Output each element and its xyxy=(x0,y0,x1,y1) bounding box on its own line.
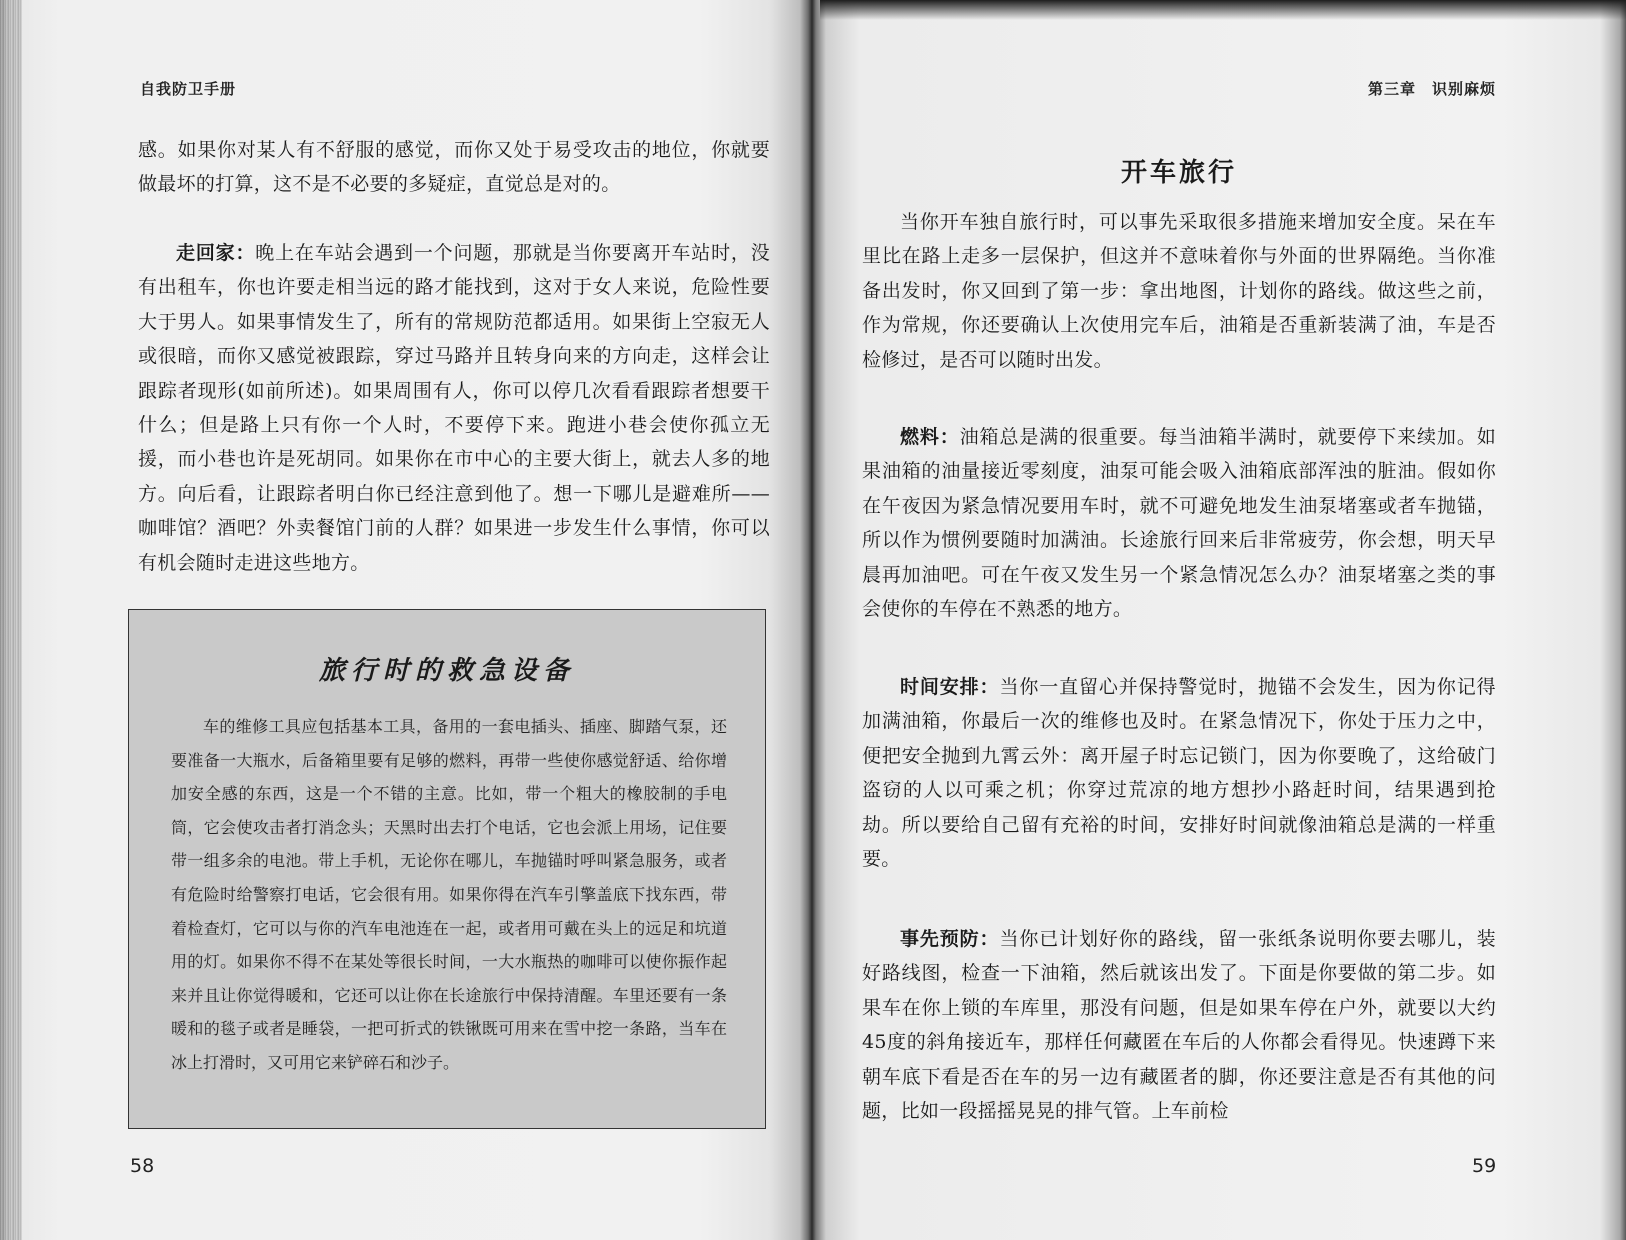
right-time-para xyxy=(862,670,1496,876)
left-paragraph-2 xyxy=(138,236,770,580)
running-head-left: 自我防卫手册 xyxy=(140,80,237,98)
right-intro xyxy=(862,205,1496,377)
page-number-right: 59 xyxy=(1472,1155,1497,1177)
running-head-right: 第三章 识别麻烦 xyxy=(1367,80,1496,98)
left-paragraph-1 xyxy=(138,133,770,202)
section-lead-fuel: 燃料： xyxy=(900,426,960,448)
left-para2-text: 晚上在车站会遇到一个问题，那就是当你要离开车站时，没有出租车，你也许要走相当远的路才能找到，这对于女人来说，危险性要大于男人。如果事情发生了，所有的常规防范都适用。如果街上空寂无人或很暗，而你又感觉被跟踪，穿过马路并且转身向来的方向走，这样会让跟踪者现形(如前所述)。如果周围有人，你可以停几次看看跟踪者想要干什么；但是路上只有你一个人时，不要停下来。跑进小巷会使你孤立无援，而小巷也许是死胡同。如果你在市中心的主要大街上，就去人多的地方。向后看，让跟踪者明白你已经注意到他了。想一下哪儿是避难所——咖啡馆？酒吧？外卖餐馆门前的人群？如果进一步发生什么事情，你可以有机会随时走进这些地方。 xyxy=(138,242,771,574)
right-time-text: 当你一直留心并保持警觉时，抛锚不会发生，因为你记得加满油箱，你最后一次的维修也及时。在紧急情况下，你处于压力之中，便把安全抛到九霄云外：离开屋子时忘记锁门，因为你要晚了，这给破门盗窃的人以可乘之机；你穿过荒凉的地方想抄小路赶时间，结果遇到抢劫。所以要给自己留有充裕的时间，安排好时间就像油箱总是满的一样重要。 xyxy=(862,676,1496,871)
sidebar-box xyxy=(128,609,766,1129)
right-prevention-section xyxy=(862,922,1496,1128)
section-lead-walking-home: 走回家： xyxy=(176,242,256,264)
sidebar-body: 车的维修工具应包括基本工具，备用的一套电插头、插座、脚踏气泵，还要准备一大瓶水，后备箱里要有足够的燃料，再带一些使你感觉舒适、给你增加安全感的东西，这是一个不错的主意。比如，带一个粗大的橡胶制的手电筒，它会使攻击者打消念头；天黑时出去打个电话，它也会派上用场，记住要带一组多余的电池。带上手机，无论你在哪儿，车抛锚时呼叫紧急服务，或者有危险时给警察打电话，它会很有用。如果你得在汽车引擎盖底下找东西，带着检查灯，它可以与你的汽车电池连在一起，或者用可戴在头上的远足和坑道用的灯。如果你不得不在某处等很长时间，一大水瓶热的咖啡可以使你振作起来并且让你觉得暖和，它还可以让你在长途旅行中保持清醒。车里还要有一条暖和的毯子或者是睡袋，一把可折式的铁锹既可用来在雪中挖一条路，当车在冰上打滑时，又可用它来铲碎石和沙子。 xyxy=(171,717,727,1072)
section-lead-time: 时间安排： xyxy=(900,676,1000,698)
right-time-section xyxy=(862,670,1496,876)
right-prevention-para xyxy=(862,922,1496,1128)
left-para2 xyxy=(138,236,770,580)
left-para1-text: 感。如果你对某人有不舒服的感觉，而你又处于易受攻击的地位，你就要做最坏的打算，这不是不必要的多疑症，直觉总是对的。 xyxy=(138,139,770,196)
page-number-left: 58 xyxy=(130,1155,155,1177)
right-fuel-text: 油箱总是满的很重要。每当油箱半满时，就要停下来续加。如果油箱的油量接近零刻度，油泵可能会吸入油箱底部浑浊的脏油。假如你在午夜因为紧急情况要用车时，就不可避免地发生油泵堵塞或者车抛锚，所以作为惯例要随时加满油。长途旅行回来后非常疲劳，你会想，明天早晨再加油吧。可在午夜又发生另一个紧急情况怎么办？油泵堵塞之类的事会使你的车停在不熟悉的地方。 xyxy=(862,426,1497,621)
right-fuel-para xyxy=(862,420,1496,626)
sidebar-title: 旅行时的救急设备 xyxy=(318,656,575,686)
section-title: 开车旅行 xyxy=(1120,158,1237,188)
scan-shadow xyxy=(820,0,1626,20)
right-prevention-text: 当你已计划好你的路线，留一张纸条说明你要去哪儿，装好路线图，检查一下油箱，然后就该出发了。下面是你要做的第二步。如果车在你上锁的车库里，那没有问题，但是如果车停在户外，就要以大约45度的斜角接近车，那样任何藏匿在车后的人你都会看得见。快速蹲下来朝车底下看是否在车的另一边有藏匿者的脚，你还要注意是否有其他的问题，比如一段摇摇晃晃的排气管。上车前检 xyxy=(862,928,1496,1123)
section-lead-prevention: 事先预防： xyxy=(900,928,1000,950)
page-edges xyxy=(0,0,22,1240)
right-intro-text: 当你开车独自旅行时，可以事先采取很多措施来增加安全度。呆在车里比在路上走多一层保护，但这并不意味着你与外面的世界隔绝。当你准备出发时，你又回到了第一步：拿出地图，计划你的路线。做这些之前，作为常规，你还要确认上次使用完车后，油箱是否重新装满了油，车是否检修过，是否可以随时出发。 xyxy=(862,211,1496,371)
right-fuel-section xyxy=(862,420,1496,626)
